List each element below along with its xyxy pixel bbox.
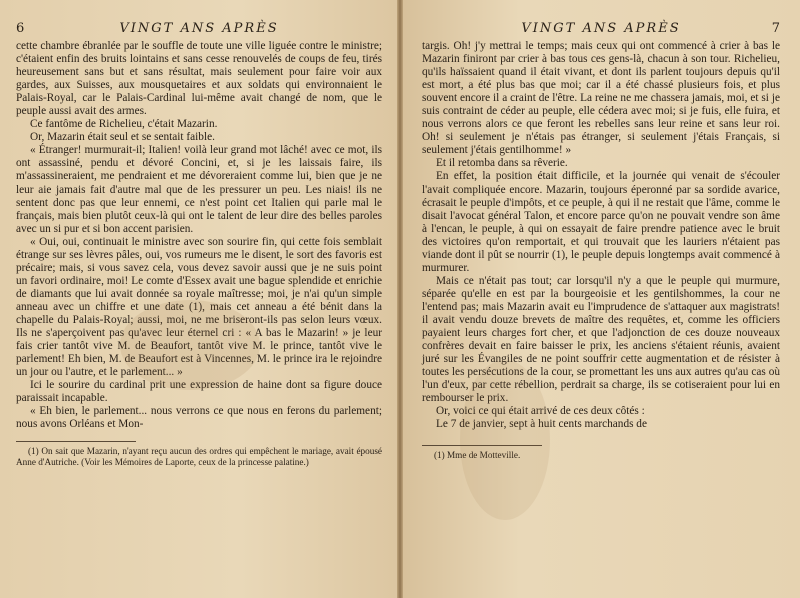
right-page-header [422, 0, 780, 40]
paragraph: Or, voici ce qui était arrivé de ces deux côtés : [436, 405, 645, 418]
right-page [400, 0, 800, 598]
paragraph: En effet, la position était difficile, et la journée qui venait de s'écouler l'avait compliquée encore. Mazarin, toujours éperonné par sa sordide avarice, écrasait le peuple d'impôts, et ce peuple, à qui il ne restait que l'âme, comme le disait l'avocat général Talon, et encore parce qu'on ne pouvait vendre son âme à l'encan, le peuple, à qui on essayait de faire prendre patience avec le bruit des victoires qu'on remportait, et qui trouvait que les lauriers n'étaient pas viande dont il pût se nourrir (1), le peuple depuis longtemps avait commencé à murmurer. [422, 170, 780, 274]
book-gutter [397, 0, 403, 598]
paragraph: targis. Oh! j'y mettrai le temps; mais ceux qui ont commencé à crier à bas le Mazarin finiront par crier à bas tous ces gens-là, chacun à son tour. Richelieu, qu'ils haïssaient quand il était vivant, et dont ils parlent toujours depuis qu'il est mort, a été plus bas que moi; car il a été chassé plusieurs fois, et plus souvent encore il a craint de l'être. La reine ne me chassera jamais, moi, et si je suis contraint de céder au peuple, elle cédera avec moi; si je fuis, elle fuira, et nous verrons alors ce que feront les rebelles sans leur reine et sans leur roi. Oh! si seulement je n'étais pas étranger, si seulement j'étais Français, si seulement j'étais gentilhomme! » [422, 40, 780, 157]
right-page-number: 7 [771, 21, 780, 36]
paragraph: Ici le sourire du cardinal prit une expression de haine dont sa figure douce paraissait incapable. [16, 379, 382, 405]
right-footnote: (1) Mme de Motteville. [434, 450, 521, 461]
right-running-title: VINGT ANS APRÈS [521, 21, 681, 36]
left-running-title: VINGT ANS APRÈS [119, 21, 279, 36]
paragraph: Ce fantôme de Richelieu, c'était Mazarin. [30, 118, 218, 131]
paragraph: Mais ce n'était pas tout; car lorsqu'il n'y a que le peuple qui murmure, séparée qu'elle en est par la bourgeoisie et les gentilshommes, la cour ne l'entend pas; mais Mazarin avait eu l'imprudence de s'attaquer aux magistrats! il avait vendu douze brevets de maître des requêtes, et, comme les officiers payaient leurs charges fort cher, et que l'adjonction de ces douze nouveaux confrères devait en faire baisser le prix, les anciens s'étaient réunis, avaient juré sur les Évangiles de ne point souffrir cette augmentation et de résister à toutes les persécutions de la cour, se promettant les uns aux autres qu'au cas où l'un d'eux, par cette rébellion, perdrait sa charge, ils se cotiseraient pour lui en rembourser le prix. [422, 274, 780, 405]
paragraph: Et il retomba dans sa rêverie. [436, 157, 568, 170]
paragraph: cette chambre ébranlée par le souffle de toute une ville liguée contre le ministre; c'étaient enfin des bruits lointains et sans cesse renouvelés de coups de feu, tirés heureusement sans but et sans résultat, mais seulement pour faire voir aux gardes, aux Suisses, aux mousquetaires et aux soldats qui environnaient le Palais-Royal, car le Palais-Cardinal lui-même avait changé de nom, que le peuple aussi avait des armes. [16, 40, 382, 118]
paragraph: « Eh bien, le parlement... nous verrons ce que nous en ferons du parlement; nous avons Orléans et Mon- [16, 405, 382, 431]
paragraph: Or, Mazarin était seul et se sentait faible. [30, 131, 215, 144]
left-footnote: (1) On sait que Mazarin, n'ayant reçu aucun des ordres qui empêchent le mariage, avait épousé Anne d'Autriche. (Voir les Mémoires de Laporte, ceux de la princesse palatine.) [16, 446, 382, 468]
right-page-body [422, 40, 780, 431]
footnote-divider [16, 441, 136, 442]
paragraph: « Étranger! murmurait-il; Italien! voilà leur grand mot lâché! avec ce mot, ils ont assassiné, pendu et dévoré Concini, et, si je les laissais faire, ils m'assassineraient, me pendraient et me dévoreraient comme lui, bien que je ne leur aie jamais fait d'autre mal que de les pressurer un peu. Les niais! ils ne sentent donc pas que leur ennemi, ce n'est point cet Italien qui parle mal le français, mais bien plutôt ceux-là qui ont le talent de leur dire des belles paroles avec un si pur et si bon accent parisien. [16, 144, 382, 235]
left-page-header [16, 0, 382, 40]
paragraph: « Oui, oui, continuait le ministre avec son sourire fin, qui cette fois semblait étrange sur ses lèvres pâles, oui, vos rumeurs me le disent, le sort des favoris est précaire; mais, si vous savez cela, vous devez savoir aussi que je ne suis point un favori ordinaire, moi! Le comte d'Essex avait une bague splendide et enrichie de diamants que lui avait donnée sa royale maîtresse; moi, je n'ai qu'un simple anneau avec un chiffre et une date (1), mais cet anneau a été bénit dans la chapelle du Palais-Royal; aussi, moi, ne me briseront-ils pas selon leurs vœux. Ils ne s'aperçoivent pas qu'avec leur éternel cri : « A bas le Mazarin! » je leur fais crier tantôt vive M. de Beaufort, tantôt vive M. le prince, tantôt vive le parlement! Eh bien, M. de Beaufort est à Vincennes, M. le prince ira le rejoindre un jour ou l'autre, et le parlement... » [16, 235, 382, 379]
paragraph: Le 7 de janvier, sept à huit cents marchands de [436, 418, 647, 431]
left-page-number: 6 [16, 21, 25, 36]
